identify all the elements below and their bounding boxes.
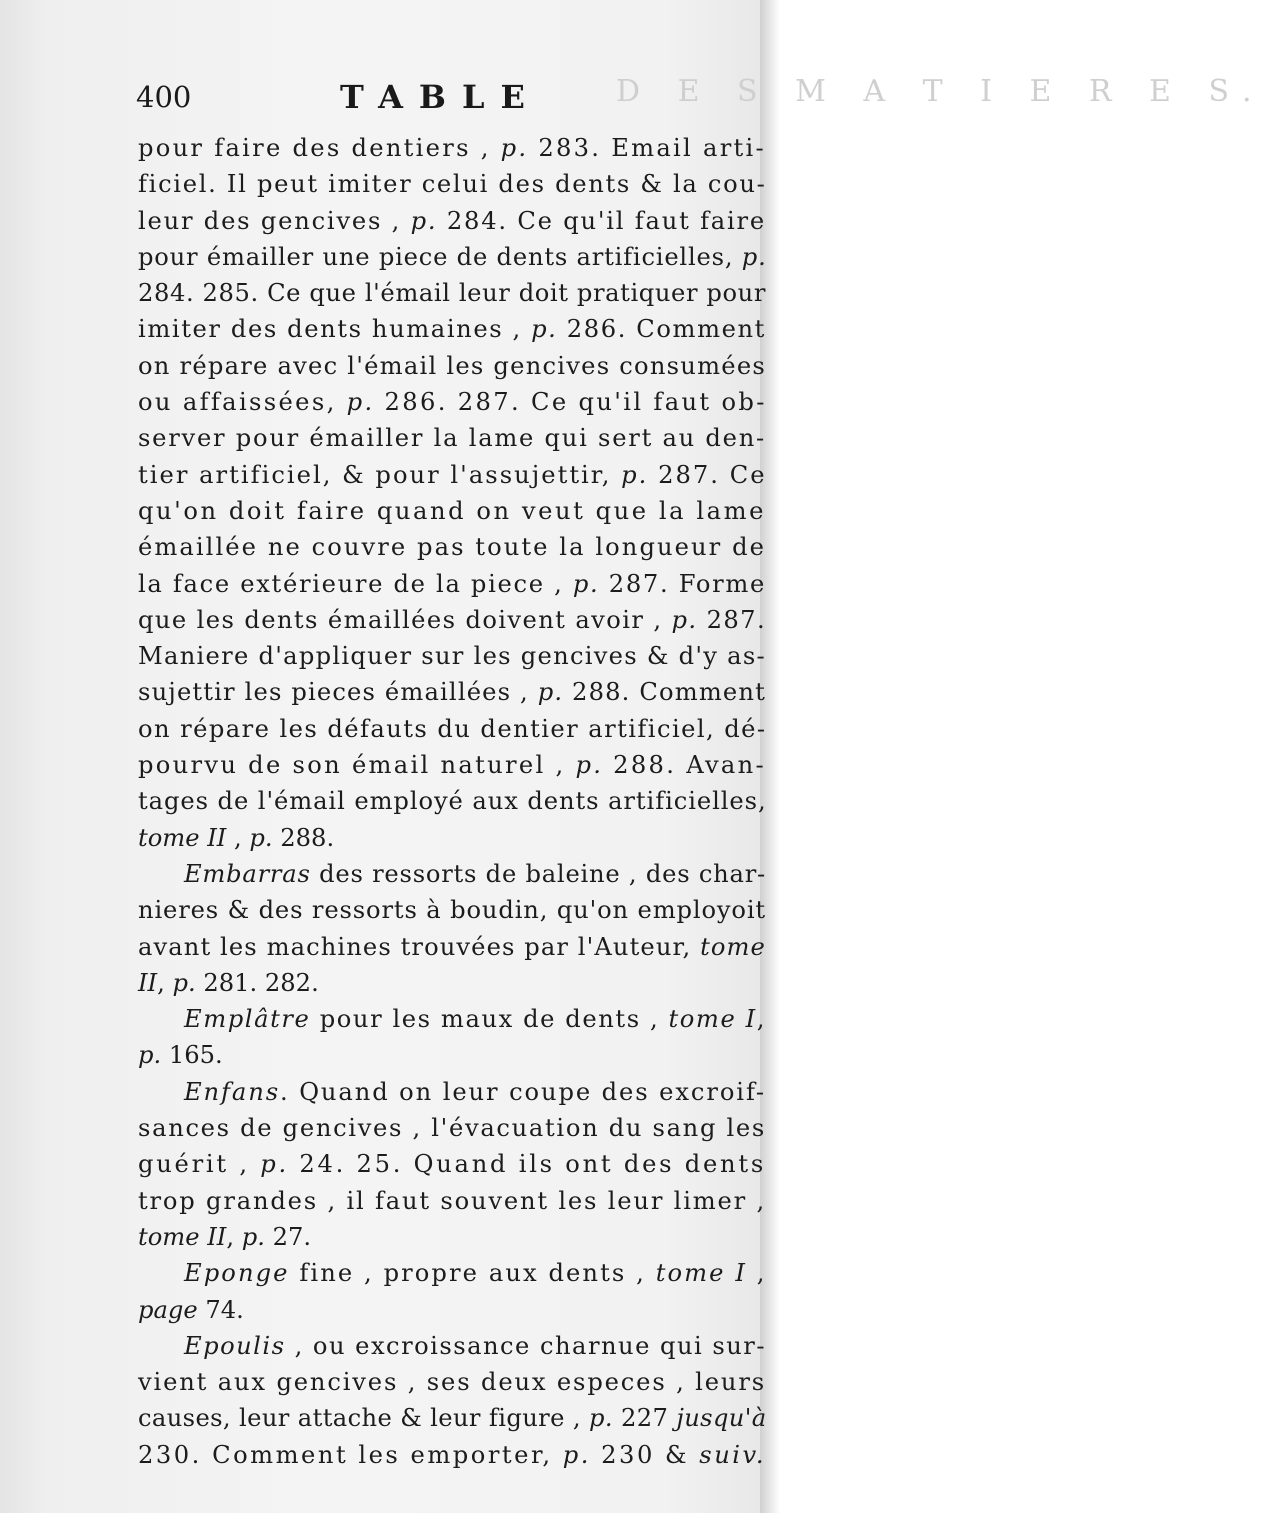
text-run: nieres & des ressorts à boudin, qu'on employoit — [138, 896, 766, 925]
italic-text: II — [138, 968, 158, 997]
italic-text: suiv. — [699, 1440, 767, 1469]
italic-text: p. — [671, 605, 698, 634]
text-run: 284. Ce qu'il faut faire — [437, 206, 766, 235]
text-run: , — [226, 1222, 242, 1251]
text-run: ou affaissées, — [138, 388, 347, 417]
italic-text: p. — [260, 1150, 289, 1179]
italic-text: p. — [241, 1222, 265, 1251]
text-line — [138, 1110, 766, 1146]
running-title: TABLE — [340, 78, 541, 116]
italic-text: p. — [741, 242, 767, 271]
text-line — [138, 1328, 766, 1364]
text-line — [138, 275, 766, 311]
text-line — [138, 1074, 766, 1110]
text-run: 281. 282. — [195, 968, 319, 997]
text-line — [138, 638, 766, 674]
italic-text: Embarras — [184, 859, 311, 888]
text-line — [138, 602, 766, 638]
text-line — [138, 166, 766, 202]
text-run: 74. — [197, 1295, 244, 1324]
text-run: on répare avec l'émail les gencives consumées — [138, 351, 767, 380]
italic-text: p. — [346, 388, 375, 417]
text-line — [138, 420, 766, 456]
text-run: 230 & — [590, 1440, 700, 1469]
text-run: Maniere d'appliquer sur les gencives & d'y as- — [138, 642, 766, 671]
text-run: 27. — [264, 1222, 312, 1251]
text-line — [138, 1219, 766, 1255]
italic-text: p. — [500, 134, 529, 162]
text-run: 286. 287. Ce qu'il faut ob- — [374, 388, 767, 417]
text-run: tages de l'émail employé aux dents artificielles, — [138, 787, 767, 816]
text-run: trop grandes , il faut souvent les leur limer , — [138, 1186, 766, 1215]
text-line — [138, 1037, 766, 1073]
text-line — [138, 566, 766, 602]
text-line — [138, 820, 766, 856]
show-through-text: D E S M A T I E R E S. — [616, 74, 1266, 109]
text-run: on répare les défauts du dentier artificiel, dé- — [138, 714, 767, 743]
text-line — [138, 311, 766, 347]
text-line — [138, 384, 766, 420]
text-line — [138, 1437, 766, 1473]
text-run: leur des gencives , — [138, 206, 411, 235]
text-run: la face extérieure de la piece , — [138, 569, 573, 598]
text-run: avant les machines trouvées par l'Auteur, — [138, 932, 701, 961]
italic-text: p. — [410, 206, 438, 235]
italic-text: p. — [531, 315, 558, 344]
text-run: guérit , — [138, 1150, 261, 1179]
text-run: , — [157, 968, 173, 997]
text-run: , — [747, 1259, 767, 1288]
text-line — [138, 892, 766, 928]
text-run: server pour émailler la lame qui sert au den- — [138, 424, 766, 453]
italic-text: p. — [249, 823, 273, 852]
text-line — [138, 674, 766, 710]
text-run: 165. — [161, 1041, 223, 1070]
italic-text: p. — [575, 751, 604, 780]
text-run: vient aux gencives , ses deux especes , leurs — [138, 1368, 766, 1397]
text-run: , — [756, 1005, 767, 1034]
text-line — [138, 747, 766, 783]
text-line — [138, 1400, 766, 1436]
text-run: 286. Comment — [557, 315, 767, 344]
text-run: 284. 285. Ce que l'émail leur doit pratiquer pour — [138, 279, 766, 308]
italic-text: tome II — [138, 823, 227, 852]
text-line — [138, 203, 766, 239]
italic-text: Eponge — [184, 1259, 290, 1288]
text-line — [138, 965, 766, 1001]
text-line — [138, 783, 766, 819]
italic-text: p. — [621, 460, 649, 489]
text-run: 24. 25. Quand ils ont des dents — [288, 1150, 766, 1179]
text-run: 227 — [612, 1404, 677, 1433]
text-line — [138, 457, 766, 493]
text-line — [138, 348, 766, 384]
text-run: . Quand on leur coupe des excroif- — [280, 1077, 767, 1106]
text-run: imiter des dents humaines , — [138, 315, 532, 344]
text-run: des ressorts de baleine , des char- — [310, 859, 766, 888]
text-line — [138, 1001, 766, 1037]
text-line — [138, 529, 766, 565]
italic-text: p. — [138, 1041, 162, 1070]
text-line — [138, 239, 766, 275]
italic-text: page — [138, 1295, 198, 1324]
italic-text: tome I — [655, 1259, 747, 1288]
index-entries — [138, 130, 766, 1473]
text-line — [138, 1292, 766, 1328]
italic-text: p. — [172, 968, 196, 997]
italic-text: Enfans — [184, 1077, 281, 1106]
text-run: sances de gencives , l'évacuation du sang les — [138, 1114, 766, 1143]
text-line — [138, 1255, 766, 1291]
text-line — [138, 711, 766, 747]
text-run: , ou excroissance charnue qui sur- — [285, 1331, 766, 1360]
italic-text: Epoulis — [184, 1331, 286, 1360]
italic-text: p. — [572, 569, 600, 598]
text-line — [138, 856, 766, 892]
italic-text: p. — [562, 1440, 591, 1469]
text-run: 288. — [272, 823, 335, 852]
text-line — [138, 929, 766, 965]
italic-text: p. — [537, 678, 564, 707]
text-run: 287. Ce — [648, 460, 767, 489]
running-head — [136, 74, 1266, 118]
text-run: pourvu de son émail naturel , — [138, 751, 576, 780]
text-run: , — [226, 823, 250, 852]
text-run: sujettir les pieces émaillées , — [138, 678, 538, 707]
italic-text: Emplâtre — [184, 1005, 311, 1034]
text-run: tier artificiel, & pour l'assujettir, — [138, 460, 622, 489]
text-run: 288. Comment — [563, 678, 766, 707]
text-run: émaillée ne couvre pas toute la longueur de — [138, 533, 767, 562]
text-line — [138, 130, 766, 166]
text-run: fine , propre aux dents , — [289, 1259, 656, 1288]
text-run: 287. — [697, 605, 767, 634]
italic-text: p. — [588, 1404, 613, 1433]
text-run: causes, leur attache & leur figure , — [138, 1404, 589, 1433]
text-run: que les dents émaillées doivent avoir , — [138, 605, 672, 634]
text-line — [138, 493, 766, 529]
text-run: pour les maux de dents , — [310, 1005, 669, 1034]
text-run: 230. Comment les emporter, — [138, 1440, 563, 1469]
text-line — [138, 1183, 766, 1219]
italic-text: jusqu'à — [676, 1404, 767, 1433]
text-run: pour émailler une piece de dents artificielles, — [138, 242, 742, 271]
text-run: qu'on doit faire quand on veut que la lame — [138, 496, 767, 525]
italic-text: tome I — [668, 1005, 757, 1034]
text-run: 287. Forme — [599, 569, 766, 598]
text-line — [138, 1146, 766, 1182]
text-run: pour faire des dentiers , — [138, 134, 501, 162]
text-line — [138, 1364, 766, 1400]
italic-text: tome — [700, 932, 766, 961]
text-run: 288. Avan- — [603, 751, 766, 780]
text-run: 283. Email arti- — [528, 134, 766, 162]
page-number: 400 — [136, 80, 192, 114]
italic-text: tome II — [138, 1222, 227, 1251]
text-run: ficiel. Il peut imiter celui des dents & la cou- — [138, 170, 767, 199]
